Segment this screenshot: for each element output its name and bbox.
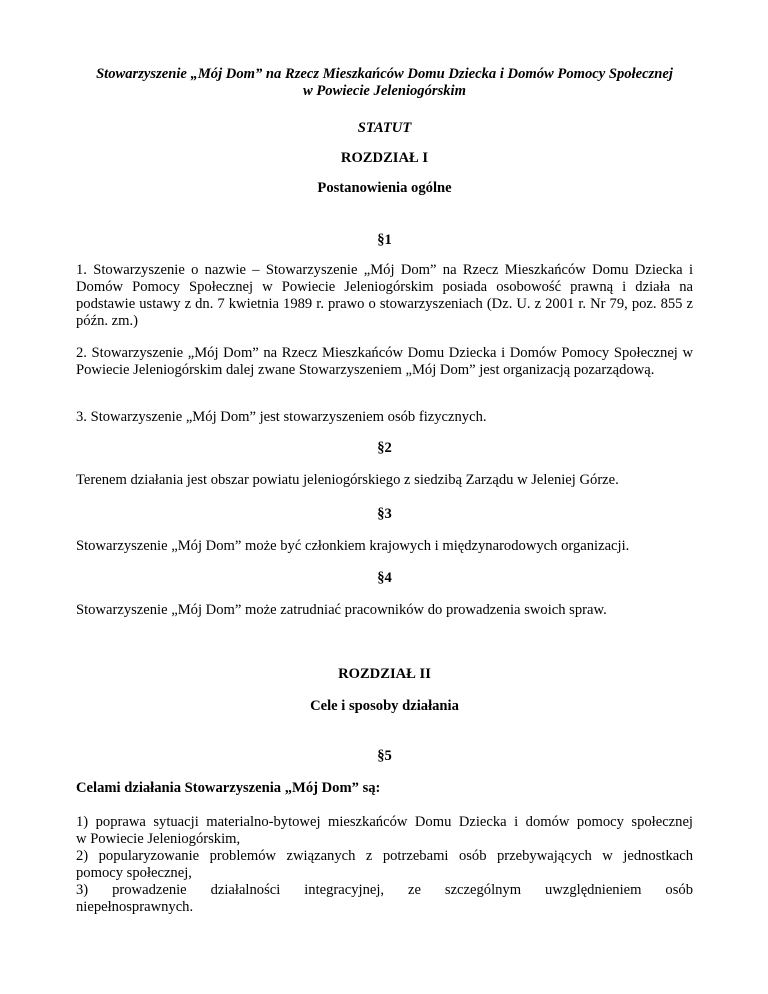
section-3-text: Stowarzyszenie „Mój Dom” może być członkiem krajowych i międzynarodowych organizacji. (76, 538, 630, 554)
section-1-paragraph-2: 2. Stowarzyszenie „Mój Dom” na Rzecz Mieszkańców Domu Dziecka i Domów Pomocy Społecznej w Powiecie Jeleniogórskim dalej zwane Stowarzyszeniem „Mój Dom” jest organizacją pozarządową. (76, 345, 693, 378)
section-3-symbol: §3 (377, 506, 392, 522)
list-item-2-line-1: 2) popularyzowanie problemów związanych z potrzebami osób przebywających w jednostkach (76, 848, 693, 864)
list-item-1-line-2: w Powiecie Jeleniogórskim, (76, 831, 241, 847)
list-item-3-line-2: niepełnosprawnych. (76, 899, 194, 915)
document-page (76, 0, 693, 994)
section-2-symbol: §2 (377, 440, 392, 456)
list-item-2-line-2: pomocy społecznej, (76, 865, 192, 881)
section-1-paragraph-3: 3. Stowarzyszenie „Mój Dom” jest stowarzyszeniem osób fizycznych. (76, 409, 487, 425)
chapter-1-subheading: Postanowienia ogólne (317, 180, 452, 196)
section-4-text: Stowarzyszenie „Mój Dom” może zatrudniać pracowników do prowadzenia swoich spraw. (76, 602, 607, 618)
list-item-3-line-1: 3) prowadzenie działalności integracyjnej, ze szczególnym uwzględnieniem osób (76, 882, 693, 898)
section-1-paragraph-1: 1. Stowarzyszenie o nazwie – Stowarzyszenie „Mój Dom” na Rzecz Mieszkańców Domu Dziecka i Domów Pomocy Społecznej w Powiecie Jeleniogórskim posiada osobowość prawną i działa na podstawie ustawy z dn. 7 kwietnia 1989 r. prawo o stowarzyszeniach (Dz. U. z 2001 r. Nr 79, poz. 855 z późn. zm.) (76, 262, 693, 329)
section-5-symbol: §5 (377, 748, 392, 764)
chapter-2-subheading: Cele i sposoby działania (310, 698, 459, 714)
title-line-1: Stowarzyszenie „Mój Dom” na Rzecz Mieszkańców Domu Dziecka i Domów Pomocy Społecznej (96, 66, 673, 82)
document-title (76, 66, 693, 100)
section-2-text: Terenem działania jest obszar powiatu jeleniogórskiego z siedzibą Zarządu w Jeleniej Górze. (76, 472, 619, 488)
section-5-list (76, 814, 693, 916)
title-line-2: w Powiecie Jeleniogórskim (303, 83, 466, 99)
section-1-symbol: §1 (377, 232, 392, 248)
chapter-2-heading: ROZDZIAŁ II (338, 666, 431, 682)
section-4-symbol: §4 (377, 570, 392, 586)
section-5-intro: Celami działania Stowarzyszenia „Mój Dom” są: (76, 780, 381, 796)
list-item-1-line-1: 1) poprawa sytuacji materialno-bytowej mieszkańców Domu Dziecka i domów pomocy społecznej (76, 814, 693, 830)
chapter-1-heading: ROZDZIAŁ I (340, 150, 429, 166)
statut-heading: STATUT (357, 120, 412, 136)
